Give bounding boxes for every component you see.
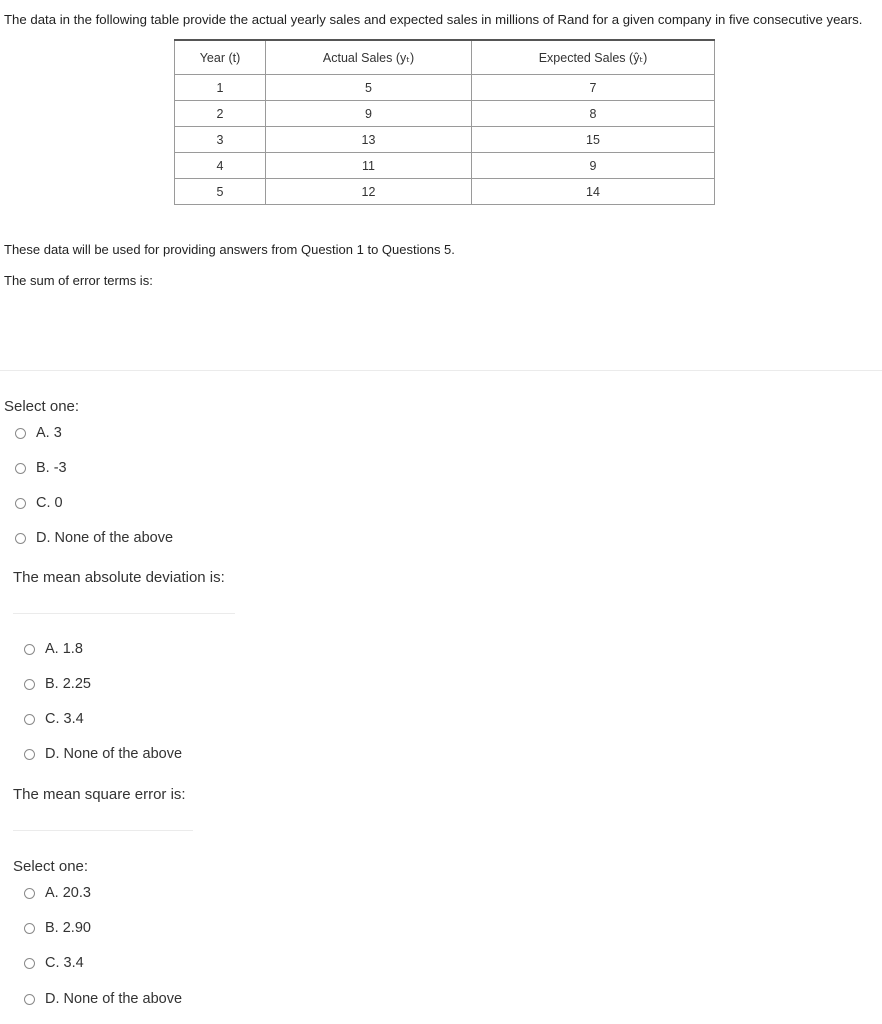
- cell-expected: 7: [472, 75, 715, 101]
- q1-option-a[interactable]: [15, 425, 62, 441]
- q1-option-c[interactable]: [15, 495, 63, 511]
- header-actual-sales: Actual Sales (yₜ): [266, 40, 472, 75]
- table-note: These data will be used for providing answers from Question 1 to Questions 5.: [4, 242, 455, 257]
- radio-icon[interactable]: [15, 498, 26, 509]
- option-label: C. 3.4: [45, 955, 84, 971]
- cell-actual: 11: [266, 153, 472, 179]
- divider: [13, 613, 235, 614]
- q2-option-d[interactable]: [24, 746, 182, 762]
- divider: [13, 830, 193, 831]
- option-label: A. 3: [36, 425, 62, 441]
- q3-option-c[interactable]: [24, 955, 84, 971]
- radio-icon[interactable]: [24, 923, 35, 934]
- question-2-text: The mean absolute deviation is:: [13, 569, 225, 586]
- option-label: A. 20.3: [45, 885, 91, 901]
- cell-expected: 15: [472, 127, 715, 153]
- radio-icon[interactable]: [15, 428, 26, 439]
- table-row: [175, 101, 715, 127]
- cell-expected: 8: [472, 101, 715, 127]
- option-label: B. 2.90: [45, 920, 91, 936]
- cell-year: 4: [175, 153, 266, 179]
- radio-icon[interactable]: [24, 888, 35, 899]
- radio-icon[interactable]: [24, 749, 35, 760]
- cell-year: 3: [175, 127, 266, 153]
- option-label: C. 0: [36, 495, 63, 511]
- cell-actual: 5: [266, 75, 472, 101]
- option-label: D. None of the above: [45, 991, 183, 1007]
- table-row: [175, 153, 715, 179]
- table-header-row: [175, 40, 715, 75]
- cell-actual: 9: [266, 101, 472, 127]
- table-row: [175, 127, 715, 153]
- table-row: [175, 179, 715, 205]
- q1-option-b[interactable]: [15, 460, 67, 476]
- radio-icon[interactable]: [24, 958, 35, 969]
- option-label: C. 3.4: [45, 711, 84, 727]
- option-label: B. 2.25: [45, 676, 91, 692]
- radio-icon[interactable]: [24, 714, 35, 725]
- radio-icon[interactable]: [15, 463, 26, 474]
- q1-option-d[interactable]: [15, 530, 173, 546]
- q3-option-d[interactable]: [24, 991, 182, 1007]
- cell-year: 1: [175, 75, 266, 101]
- q3-option-a[interactable]: [24, 885, 91, 901]
- divider: [0, 370, 882, 371]
- sales-table: [174, 39, 715, 205]
- radio-icon[interactable]: [24, 644, 35, 655]
- q2-option-b[interactable]: [24, 676, 91, 692]
- option-label: B. -3: [36, 460, 67, 476]
- select-one-label: Select one:: [4, 398, 80, 415]
- question-1-text: The sum of error terms is:: [4, 273, 153, 288]
- option-label: D. None of the above: [45, 746, 183, 762]
- header-expected-sales: Expected Sales (ŷₜ): [472, 40, 715, 75]
- intro-text: The data in the following table provide the actual yearly sales and expected sales in millions of Rand for a given company in five consecutive years.: [4, 12, 863, 27]
- cell-actual: 12: [266, 179, 472, 205]
- cell-year: 2: [175, 101, 266, 127]
- select-one-label: Select one:: [13, 858, 89, 875]
- option-label: A. 1.8: [45, 641, 83, 657]
- cell-year: 5: [175, 179, 266, 205]
- q2-option-c[interactable]: [24, 711, 84, 727]
- question-3-text: The mean square error is:: [13, 786, 186, 803]
- q3-option-b[interactable]: [24, 920, 91, 936]
- option-label: D. None of the above: [36, 530, 174, 546]
- cell-expected: 9: [472, 153, 715, 179]
- header-year: Year (t): [175, 40, 266, 75]
- radio-icon[interactable]: [15, 533, 26, 544]
- table-row: [175, 75, 715, 101]
- cell-expected: 14: [472, 179, 715, 205]
- radio-icon[interactable]: [24, 994, 35, 1005]
- radio-icon[interactable]: [24, 679, 35, 690]
- q2-option-a[interactable]: [24, 641, 83, 657]
- cell-actual: 13: [266, 127, 472, 153]
